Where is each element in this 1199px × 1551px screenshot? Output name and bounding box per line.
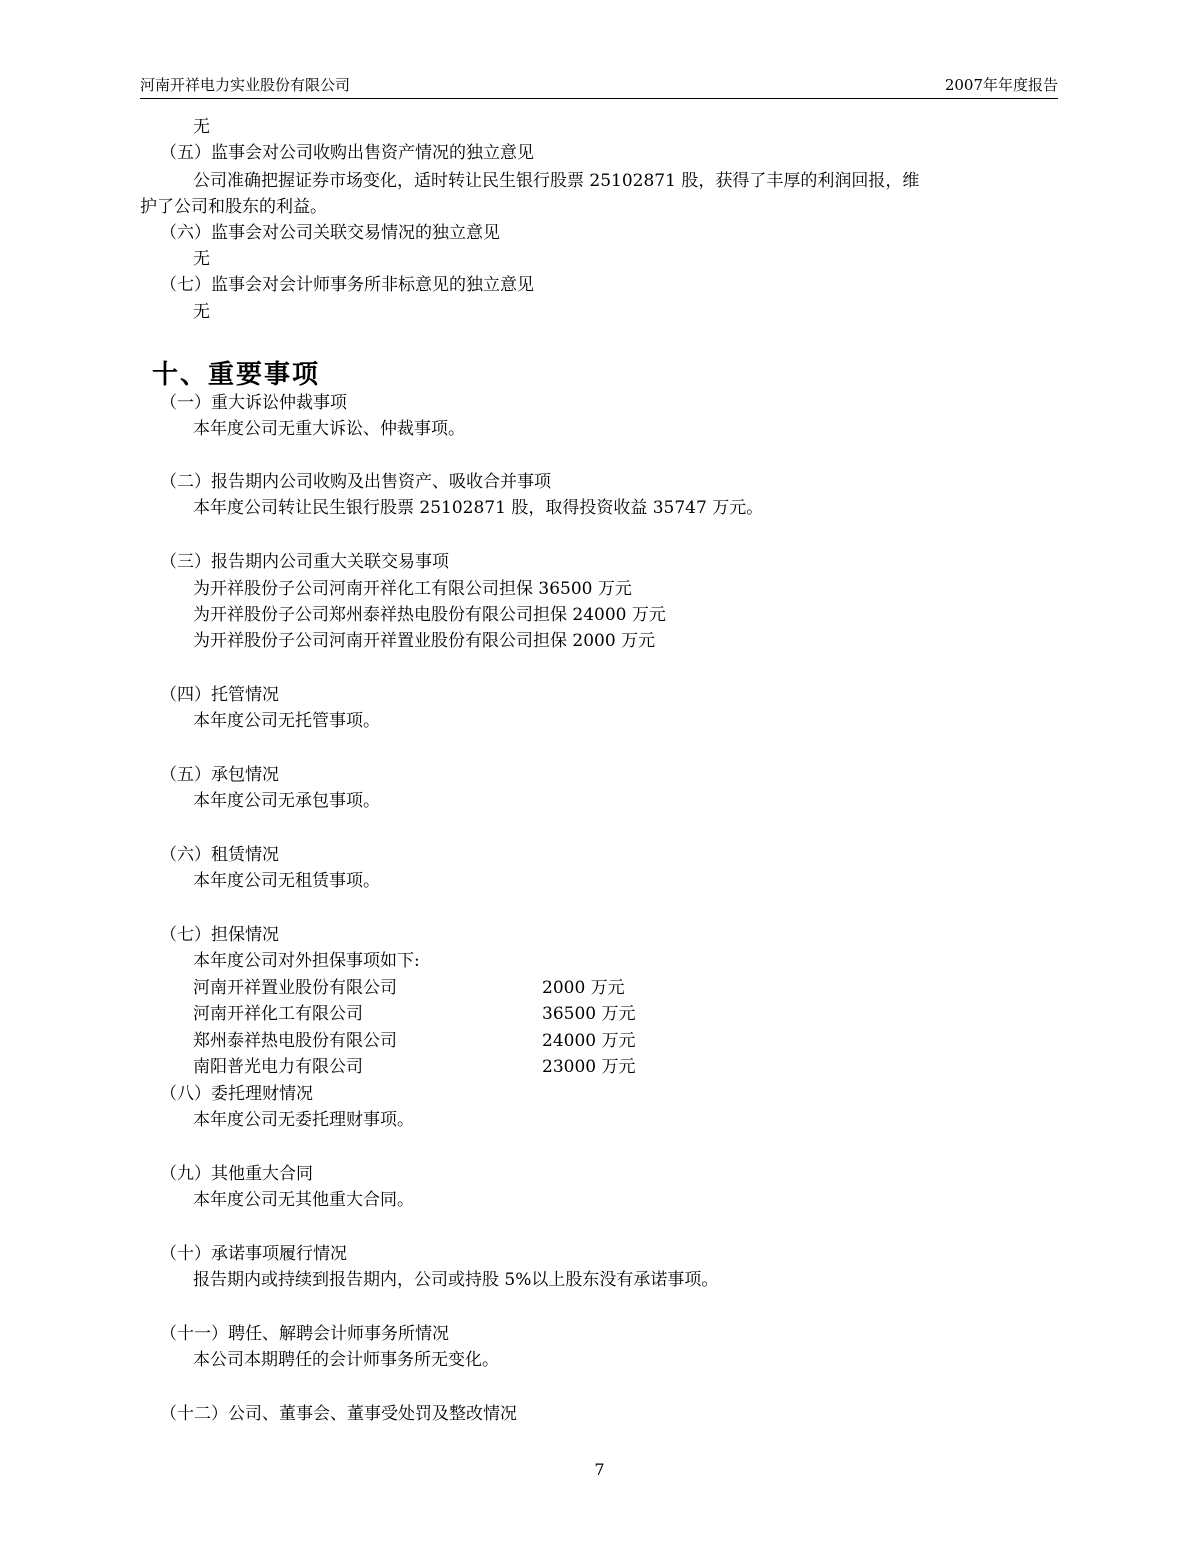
s10-title: （十）承诺事项履行情况 [160,1244,347,1264]
page-number: 7 [594,1460,605,1479]
supervision-item6-body: 无 [193,249,210,269]
s3-line: 为开祥股份子公司河南开祥置业股份有限公司担保 2000 万元 [193,631,656,651]
guarantee-amount: 23000 万元 [542,1057,636,1077]
guarantee-company: 郑州泰祥热电股份有限公司 [193,1031,397,1051]
guarantee-amount: 36500 万元 [542,1004,636,1024]
s5-body: 本年度公司无承包事项。 [193,791,380,811]
supervision-item5-body-line1: 公司准确把握证券市场变化，适时转让民生银行股票 25102871 股，获得了丰厚的利润回报，维 [193,171,920,191]
s11-title: （十一）聘任、解聘会计师事务所情况 [160,1324,449,1344]
guarantee-amount: 24000 万元 [542,1031,636,1051]
supervision-item7-body: 无 [193,302,210,322]
s8-title: （八）委托理财情况 [160,1084,313,1104]
s10-body: 报告期内或持续到报告期内，公司或持股 5%以上股东没有承诺事项。 [193,1270,719,1290]
s2-title: （二）报告期内公司收购及出售资产、吸收合并事项 [160,472,551,492]
header-company: 河南开祥电力实业股份有限公司 [140,76,351,94]
s6-body: 本年度公司无租赁事项。 [193,871,380,891]
guarantee-company: 南阳普光电力有限公司 [193,1057,363,1077]
s6-title: （六）租赁情况 [160,845,279,865]
supervision-item7-title: （七）监事会对会计师事务所非标意见的独立意见 [160,275,534,295]
s2-body: 本年度公司转让民生银行股票 25102871 股，取得投资收益 35747 万元。 [193,498,764,518]
page-header [140,74,1058,99]
s7-title: （七）担保情况 [160,925,279,945]
s9-title: （九）其他重大合同 [160,1164,313,1184]
supervision-item4-body: 无 [193,117,210,137]
s4-title: （四）托管情况 [160,685,279,705]
s12-title: （十二）公司、董事会、董事受处罚及整改情况 [160,1404,517,1424]
s5-title: （五）承包情况 [160,765,279,785]
supervision-item6-title: （六）监事会对公司关联交易情况的独立意见 [160,223,500,243]
s1-body: 本年度公司无重大诉讼、仲裁事项。 [193,419,465,439]
guarantee-company: 河南开祥置业股份有限公司 [193,978,397,998]
supervision-item5-body-line2: 护了公司和股东的利益。 [140,197,327,217]
s7-intro: 本年度公司对外担保事项如下: [193,951,420,971]
s3-title: （三）报告期内公司重大关联交易事项 [160,552,449,572]
s11-body: 本公司本期聘任的会计师事务所无变化。 [193,1350,499,1370]
s9-body: 本年度公司无其他重大合同。 [193,1190,414,1210]
supervision-item5-title: （五）监事会对公司收购出售资产情况的独立意见 [160,143,534,163]
s8-body: 本年度公司无委托理财事项。 [193,1110,414,1130]
guarantee-amount: 2000 万元 [542,978,625,998]
s4-body: 本年度公司无托管事项。 [193,711,380,731]
s3-line: 为开祥股份子公司郑州泰祥热电股份有限公司担保 24000 万元 [193,605,666,625]
guarantee-company: 河南开祥化工有限公司 [193,1004,363,1024]
s3-line: 为开祥股份子公司河南开祥化工有限公司担保 36500 万元 [193,579,632,599]
section-heading: 十、重要事项 [152,360,321,390]
header-report-title: 2007年年度报告 [944,76,1058,94]
s1-title: （一）重大诉讼仲裁事项 [160,393,347,413]
